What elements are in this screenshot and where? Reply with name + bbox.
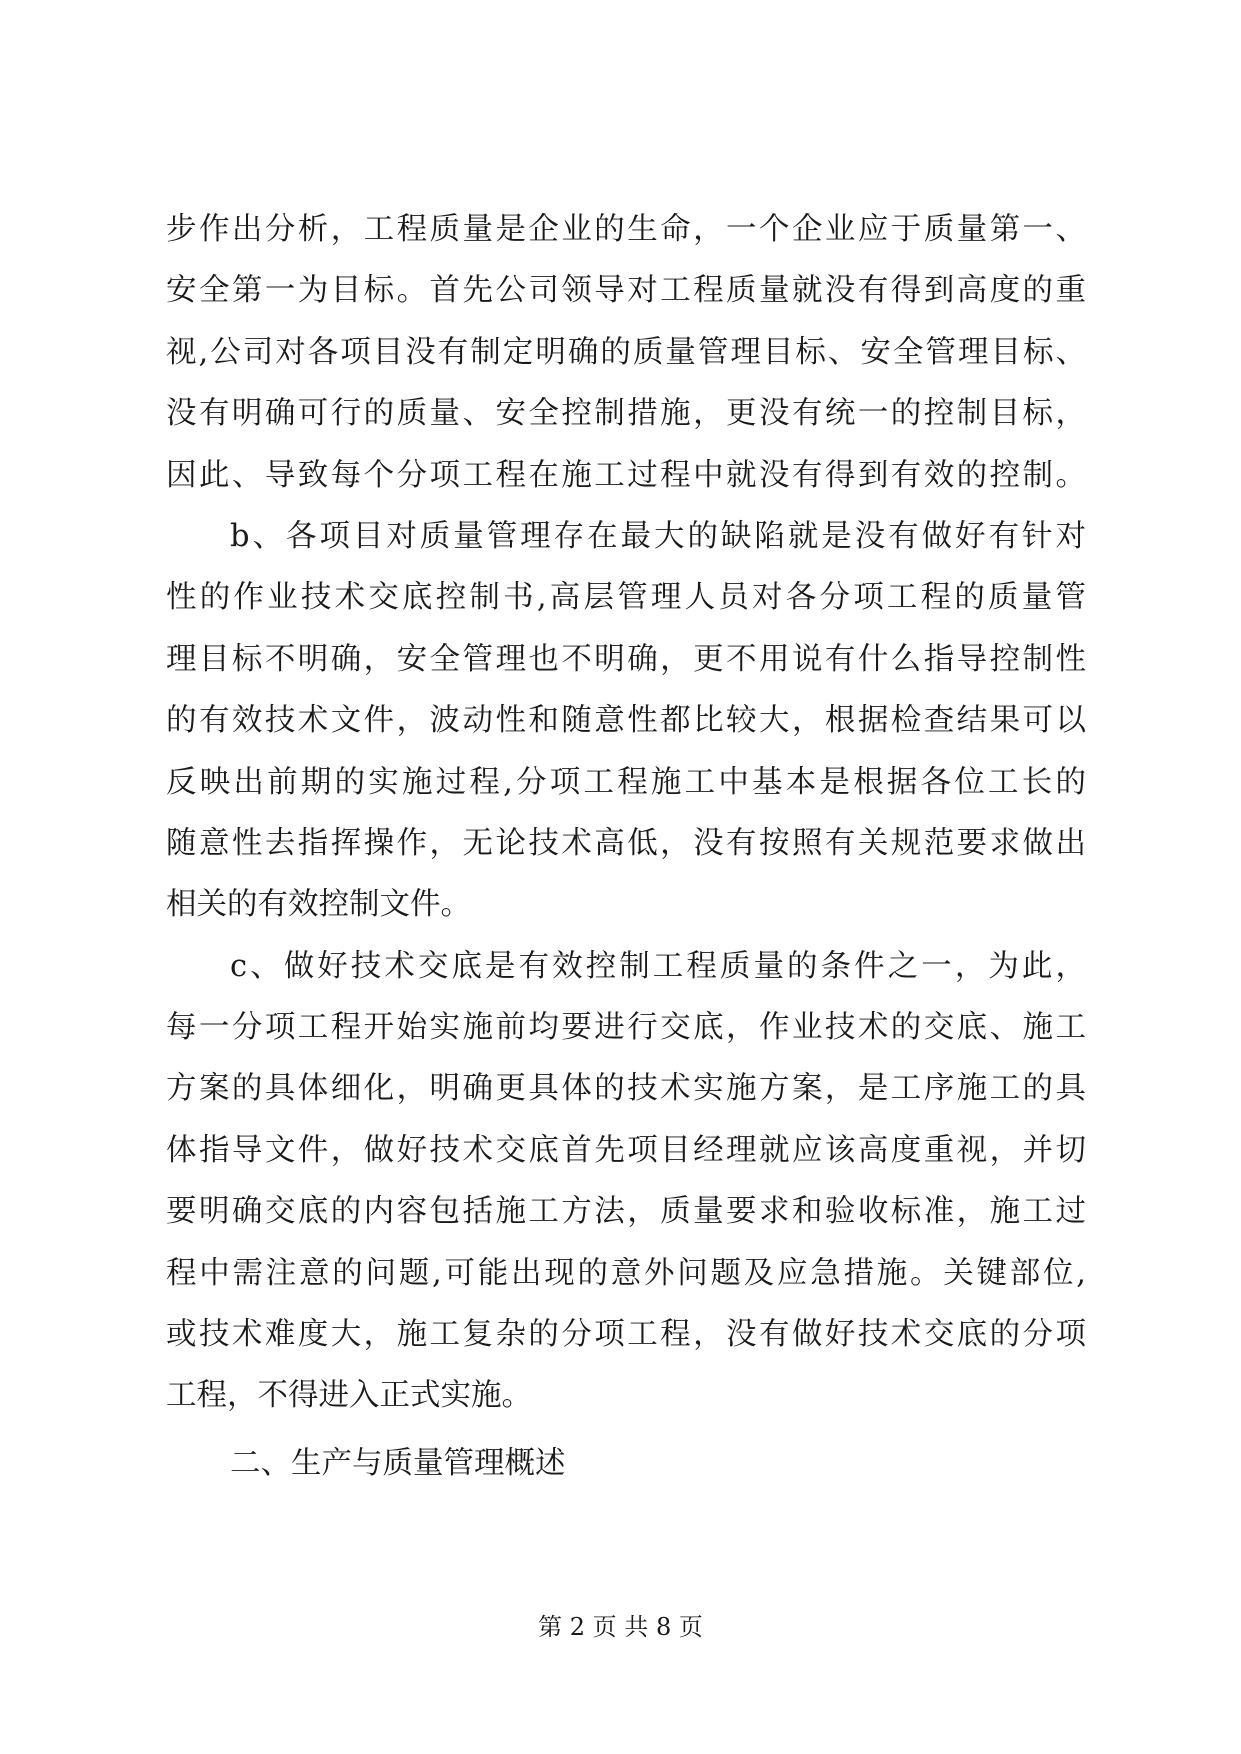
text-line: 性的作业技术交底控制书,高层管理人员对各分项工程的质量管 <box>166 580 1086 616</box>
text-line: 随意性去指挥操作，无论技术高低，没有按照有关规范要求做出 <box>166 825 1086 861</box>
text-line: 或技术难度大，施工复杂的分项工程，没有做好技术交底的分项 <box>166 1317 1086 1353</box>
text-line: 安全第一为目标。首先公司领导对工程质量就没有得到高度的重 <box>166 273 1086 309</box>
page-number-footer: 第 2 页 共 8 页 <box>538 1613 703 1641</box>
text-line: 程中需注意的问题,可能出现的意外问题及应急措施。关键部位, <box>166 1255 1086 1291</box>
text-line: 二、生产与质量管理概述 <box>230 1445 566 1481</box>
paragraph <box>166 506 1086 936</box>
section-heading <box>166 1433 1086 1494</box>
paragraph <box>166 199 1086 506</box>
text-line: 步作出分析，工程质量是企业的生命，一个企业应于质量第一、 <box>166 212 1086 247</box>
text-line: 理目标不明确，安全管理也不明确，更不用说有什么指导控制性 <box>166 641 1086 677</box>
text-line: 体指导文件，做好技术交底首先项目经理就应该高度重视，并切 <box>166 1132 1086 1168</box>
text-line: 工程，不得进入正式实施。 <box>166 1378 532 1414</box>
text-line: c、做好技术交底是有效控制工程质量的条件之一，为此， <box>230 948 1086 984</box>
text-line: 方案的具体细化，明确更具体的技术实施方案，是工序施工的具 <box>166 1071 1086 1107</box>
text-line: 没有明确可行的质量、安全控制措施，更没有统一的控制目标， <box>166 396 1086 432</box>
text-line: 的有效技术文件，波动性和随意性都比较大，根据检查结果可以 <box>166 703 1086 739</box>
text-line: 每一分项工程开始实施前均要进行交底，作业技术的交底、施工 <box>166 1010 1086 1046</box>
text-line: 因此、导致每个分项工程在施工过程中就没有得到有效的控制。 <box>166 457 1086 493</box>
text-line: b、各项目对质量管理存在最大的缺陷就是没有做好有针对 <box>230 518 1086 554</box>
text-line: 要明确交底的内容包括施工方法，质量要求和验收标准，施工过 <box>166 1194 1086 1230</box>
text-line: 相关的有效控制文件。 <box>166 887 471 923</box>
paragraph <box>166 936 1086 1427</box>
text-line: 反映出前期的实施过程,分项工程施工中基本是根据各位工长的 <box>166 764 1086 800</box>
text-line: 视,公司对各项目没有制定明确的质量管理目标、安全管理目标、 <box>166 334 1086 370</box>
document-body <box>166 199 1086 1494</box>
